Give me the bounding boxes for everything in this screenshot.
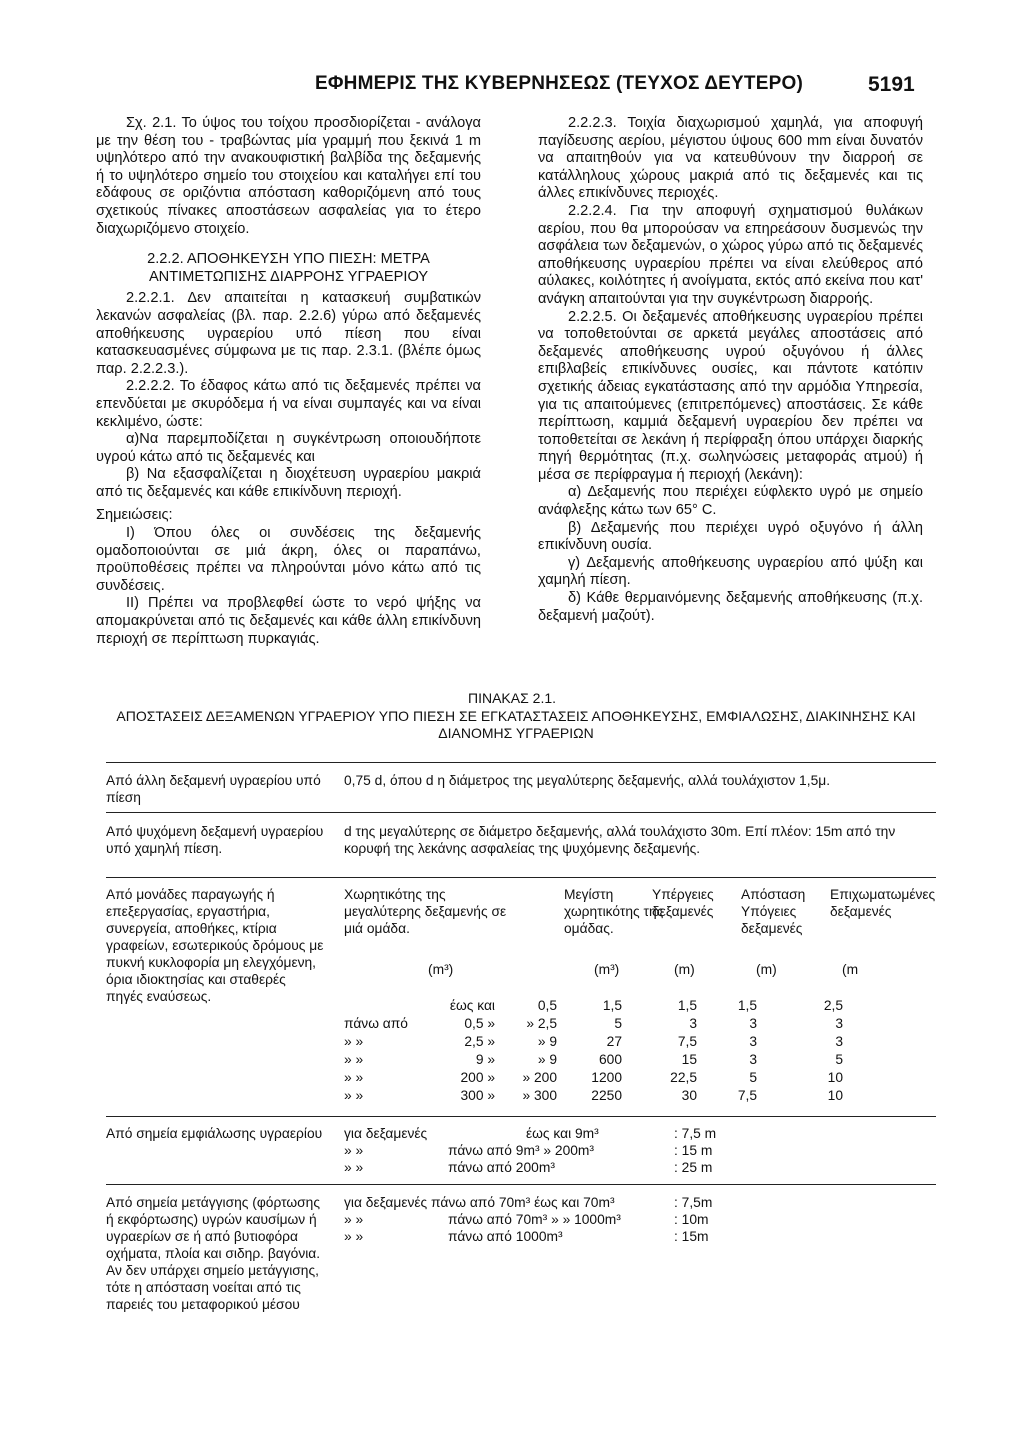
cell: » » bbox=[344, 1088, 364, 1103]
cell: 30 bbox=[681, 1088, 697, 1103]
cell: 0,5 » bbox=[464, 1016, 495, 1031]
cell: 9 » bbox=[475, 1052, 495, 1067]
capacity-distance-table bbox=[344, 997, 843, 1105]
cell: 3 bbox=[749, 1016, 757, 1031]
paragraph-2-2-2-4: 2.2.2.4. Για την αποφυγή σχηματισμού θυλάκων αερίου, που θα μπορούσαν να επηρεάσουν δυσμενώς την ασφάλεια των δεξαμενών, ο χώρος γύρω από τις δεξαμενές αποθήκευσης υγραερίου πρέπει να είναι ελεύθερος από αύλακες, κοιλότητες ή ανοίγματα, εκτός από εκείνα που κατ' ανάγκη απαιτούνται για την συγκέντρωση διαρροής. bbox=[538, 202, 923, 307]
table-row bbox=[344, 1051, 843, 1069]
cell: » 9 bbox=[537, 1034, 557, 1049]
paragraph-2-2-2-5: 2.2.2.5. Οι δεξαμενές αποθήκευσης υγραερίου πρέπει να τοποθετούνται σε αρκετά μεγάλες αποστάσεις από δεξαμενές αποθήκευσης υγρού οξυγόνου ή άλλες επιβλαβείς επικίνδυνες ουσίες, και πάντοτε κατόπιν σχετικής άδειας εγκατάστασης από την αρμόδια Υπηρεσία, για τις απαιτούμενες (επιτρεπόμενες) αποστάσεις. Σε κάθε περίπτωση, καμμιά δεξαμενή υγραερίου δεν πρέπει να τοποθετείται σε λεκάνη ή περίφραξη όπου υπάρχει διαρκής πηγή θερμότητας (π.χ. σωληνώσεις μεταφοράς ατμού) ή μέσα σε περίφραγμα ή περιοχή (λεκάνη): bbox=[538, 308, 923, 483]
unit-cell: (m³) bbox=[428, 962, 454, 977]
cell: 3 bbox=[689, 1016, 697, 1031]
cell: έως και 9m³ bbox=[526, 1126, 599, 1141]
cell: » 9 bbox=[537, 1052, 557, 1067]
table-subtitle: ΑΠΟΣΤΑΣΕΙΣ ΔΕΞΑΜΕΝΩΝ ΥΓΡΑΕΡΙΟΥ ΥΠΟ ΠΙΕΣΗ ΣΕ ΕΓΚΑΤΑΣΤΑΣΕΙΣ ΑΠΟΘΗΚΕΥΣΗΣ, ΕΜΦΙΑΛΩΣΗΣ, ΔΙΑΚΙΝΗΣΗΣ ΚΑΙ ΔΙΑΝΟΜΗΣ ΥΓΡΑΕΡΙΩΝ bbox=[116, 708, 916, 741]
cell: 15 bbox=[681, 1052, 697, 1067]
table-row bbox=[344, 1033, 843, 1051]
unit-cell: (m³) bbox=[594, 962, 620, 977]
cell: 2250 bbox=[591, 1088, 622, 1103]
row5-label: Από σημεία μετάγγισης (φόρτωσης ή εκφόρτωσης) υγρών καυσίμων ή υγραερίων σε ή από βυτιοφόρα οχήματα, πλοία και σιδηρ. βαγόνια. Αν δεν υπάρχει σημείο μετάγγισης, τότε η απόσταση νοείται από τις παρειές του μεταφορικού μέσου bbox=[106, 1195, 321, 1312]
cell: 1,5 bbox=[737, 998, 757, 1013]
cell bbox=[344, 997, 420, 1015]
header-above-ground: Υπέργειες δεξαμενές bbox=[652, 887, 714, 919]
row1-label: Από άλλη δεξαμενή υγραερίου υπό πίεση bbox=[106, 773, 321, 805]
cell: 5 bbox=[749, 1070, 757, 1085]
cell: 0,5 bbox=[537, 998, 557, 1013]
paragraph-2-2-2-3: 2.2.2.3. Τοιχία διαχωρισμού χαμηλά, για αποφυγή παγίδευσης αερίου, μέγιστου ύψους 600 mm είναι δυνατόν να απαιτηθούν για να κατευθύνουν την διαρροή σε κατάλληλους χώρους μακριά από τις δεξαμενές και τις άλλες επικίνδυνες περιοχές. bbox=[538, 115, 923, 202]
cell: 3 bbox=[835, 1034, 843, 1049]
header-max-group-capacity: Μεγίστη χωρητικότης της ομάδας. bbox=[564, 887, 664, 936]
cell: έως και bbox=[449, 998, 495, 1013]
cell: για δεξαμενές πάνω από 70m³ έως και 70m³ bbox=[344, 1195, 615, 1210]
item-gamma: γ) Δεξαμενής αποθήκευσης υγραερίου από ψύξη και χαμηλή πίεση. bbox=[538, 554, 923, 589]
page-number: 5191 bbox=[868, 73, 915, 96]
paragraph-2-2-2-2: 2.2.2.2. Το έδαφος κάτω από τις δεξαμενές πρέπει να επενδύεται με σκυρόδεμα ή να είναι συμπαγές και να είναι κεκλιμένο, ώστε: bbox=[96, 378, 481, 430]
cell: 5 bbox=[835, 1052, 843, 1067]
table-row bbox=[344, 1069, 843, 1087]
header-underground: Απόσταση Υπόγειες δεξαμενές bbox=[741, 887, 806, 936]
cell: » 2,5 bbox=[526, 1016, 557, 1031]
item-beta: β) Δεξαμενής που περιέχει υγρό οξυγόνο ή άλλη επικίνδυνη ουσία. bbox=[538, 519, 923, 554]
table-divider bbox=[106, 1116, 936, 1117]
table-row bbox=[106, 886, 936, 1126]
cell: πάνω από 1000m³ bbox=[448, 1229, 563, 1244]
cell: 2,5 bbox=[823, 998, 843, 1013]
cell: : 25 m bbox=[674, 1160, 713, 1175]
cell: πάνω από 200m³ bbox=[448, 1160, 555, 1175]
cell: 200 » bbox=[460, 1070, 495, 1085]
unit-cell: (m) bbox=[756, 962, 777, 977]
unit-cell: (m bbox=[842, 962, 859, 977]
gazette-title: ΕΦΗΜΕΡΙΣ ΤΗΣ ΚΥΒΕΡΝΗΣΕΩΣ (ΤΕΥΧΟΣ ΔΕΥΤΕΡΟ) bbox=[315, 73, 803, 94]
cell: 1,5 bbox=[602, 998, 622, 1013]
cell: » » bbox=[344, 1143, 364, 1158]
cell: 22,5 bbox=[670, 1070, 697, 1085]
table-divider bbox=[106, 812, 936, 813]
cell: πάνω από 70m³ » » 1000m³ bbox=[448, 1212, 621, 1227]
cell: 27 bbox=[606, 1034, 622, 1049]
row3-label: Από μονάδες παραγωγής ή επεξεργασίας, εργαστήρια, συνεργεία, αποθήκες, κτίρια γραφείων, εσωτερικούς δρόμους με πυκνή κυκλοφορία μη ελεγχόμενη, όρια ιδιοκτησίας και σταθερές πηγές εναύσεως. bbox=[106, 887, 324, 1004]
header-largest-capacity: Χωρητικότης της μεγαλύτερης δεξαμενής σε μιά ομάδα. bbox=[344, 887, 507, 936]
table-row bbox=[344, 1015, 843, 1033]
table-row bbox=[344, 997, 843, 1015]
cell: 7,5 bbox=[737, 1088, 757, 1103]
item-alpha: α) Δεξαμενής που περιέχει εύφλεκτο υγρό με σημείο ανάφλεξης κάτω των 65° C. bbox=[538, 484, 923, 519]
cell: » » bbox=[344, 1034, 364, 1049]
item-delta: δ) Κάθε θερμαινόμενης δεξαμενής αποθήκευσης (π.χ. δεξαμενή μαζούτ). bbox=[538, 590, 923, 624]
cell: για δεξαμενές bbox=[344, 1126, 428, 1141]
cell: : 15m bbox=[674, 1229, 709, 1244]
section-heading-2-2-2: 2.2.2. ΑΠΟΘΗΚΕΥΣΗ ΥΠΟ ΠΙΕΣΗ: ΜΕΤΡΑ ΑΝΤΙΜΕΤΩΠΙΣΗΣ ΔΙΑΡΡΟΗΣ ΥΓΡΑΕΡΙΟΥ bbox=[147, 251, 430, 285]
cell: 5 bbox=[614, 1016, 622, 1031]
item-a: α)Να παρεμποδίζεται η συγκέντρωση οποιουδήποτε υγρού κάτω από τις δεξαμενές και bbox=[96, 431, 481, 465]
row2-value: d της μεγαλύτερης σε διάμετρο δεξαμενής, αλλά τουλάχιστο 30m. Επί πλέον: 15m από την κορυφή της λεκάνης ασφαλείας της ψυχόμενης δεξαμενής. bbox=[344, 824, 896, 856]
right-column bbox=[538, 115, 923, 625]
paragraph-2-2-2-1: 2.2.2.1. Δεν απαιτείται η κατασκευή συμβατικών λεκανών ασφαλείας (βλ. παρ. 2.2.6) γύρω από δεξαμενές αποθήκευσης υγραερίου υπό πίεση που είναι κατασκευασμένες σύμφωνα με τις παρ. 2.3.1. (βλέπε όμως παρ. 2.2.2.3.). bbox=[96, 290, 481, 377]
page-header bbox=[0, 70, 1024, 100]
cell: 3 bbox=[749, 1052, 757, 1067]
cell: 7,5 bbox=[677, 1034, 697, 1049]
note-1: Ι) Όπου όλες οι συνδέσεις της δεξαμενής ομαδοποιούνται σε μιά άκρη, όλες οι παραπάνω, προϋποθέσεις πρέπει να πληρούνται μόνο κάτω από τις συνδέσεις. bbox=[96, 525, 481, 594]
table-divider bbox=[106, 1184, 936, 1185]
cell: πάνω από 9m³ » 200m³ bbox=[448, 1143, 595, 1158]
header-mounded: Επιχωματωμένες δεξαμενές bbox=[830, 887, 936, 919]
unit-cell: (m) bbox=[674, 962, 695, 977]
cell: 2,5 » bbox=[464, 1034, 495, 1049]
cell: : 10m bbox=[674, 1212, 709, 1227]
cell: 300 » bbox=[460, 1088, 495, 1103]
table-row bbox=[344, 1087, 843, 1105]
cell: » 300 bbox=[522, 1088, 557, 1103]
cell: » » bbox=[344, 1052, 364, 1067]
cell: : 15 m bbox=[674, 1143, 713, 1158]
cell: » » bbox=[344, 1229, 364, 1244]
note-2: ΙΙ) Πρέπει να προβλεφθεί ώστε το νερό ψήξης να απομακρύνεται από τις δεξαμενές και κάθε άλλη επικίνδυνη περιοχή σε περίπτωση πυρκαγιάς. bbox=[96, 595, 481, 647]
cell: » » bbox=[344, 1070, 364, 1085]
cell: » » bbox=[344, 1160, 364, 1175]
cell: 1200 bbox=[591, 1070, 622, 1085]
cell: » 200 bbox=[522, 1070, 557, 1085]
item-b: β) Να εξασφαλίζεται η διοχέτευση υγραερίου μακριά από τις δεξαμενές και κάθε επικίνδυνη περιοχή. bbox=[96, 466, 481, 500]
cell: 3 bbox=[749, 1034, 757, 1049]
cell: 600 bbox=[598, 1052, 622, 1067]
paragraph-fig-2-1: Σχ. 2.1. Το ύψος του τοίχου προσδιορίζεται - ανάλογα με την θέση του - τραβώντας μία γραμμή που ξεκινά 1 m υψηλότερο από την ανακουφιστική βαλβίδα της δεξαμενής ή το υψηλότερο σημείο του στοιχείου και καταλήγει επί του εδάφους σε οριζόντια απόσταση καθοριζόμενη από τους σχετικούς πίνακες αποστάσεων ασφαλείας για το έτερο διαχωριζόμενο στοιχείο. bbox=[96, 115, 481, 237]
cell: 1,5 bbox=[677, 998, 697, 1013]
row2-label: Από ψυχόμενη δεξαμενή υγραερίου υπό χαμηλή πίεση. bbox=[106, 824, 324, 856]
cell: : 7,5m bbox=[674, 1195, 713, 1210]
cell: » » bbox=[344, 1212, 364, 1227]
table-title: ΠΙΝΑΚΑΣ 2.1. bbox=[467, 690, 557, 706]
left-column bbox=[96, 115, 481, 648]
row4-label: Από σημεία εμφιάλωσης υγραερίου bbox=[106, 1126, 323, 1141]
notes-title: Σημειώσεις: bbox=[96, 507, 173, 524]
row1-value: 0,75 d, όπου d η διάμετρος της μεγαλύτερης δεξαμενής, αλλά τουλάχιστον 1,5μ. bbox=[344, 773, 831, 788]
cell: 3 bbox=[835, 1016, 843, 1031]
cell: : 7,5 m bbox=[674, 1126, 717, 1141]
cell: 10 bbox=[827, 1088, 843, 1103]
cell: πάνω από bbox=[344, 1016, 408, 1031]
cell: 10 bbox=[827, 1070, 843, 1085]
table-divider bbox=[106, 877, 936, 878]
table-divider bbox=[106, 762, 936, 763]
